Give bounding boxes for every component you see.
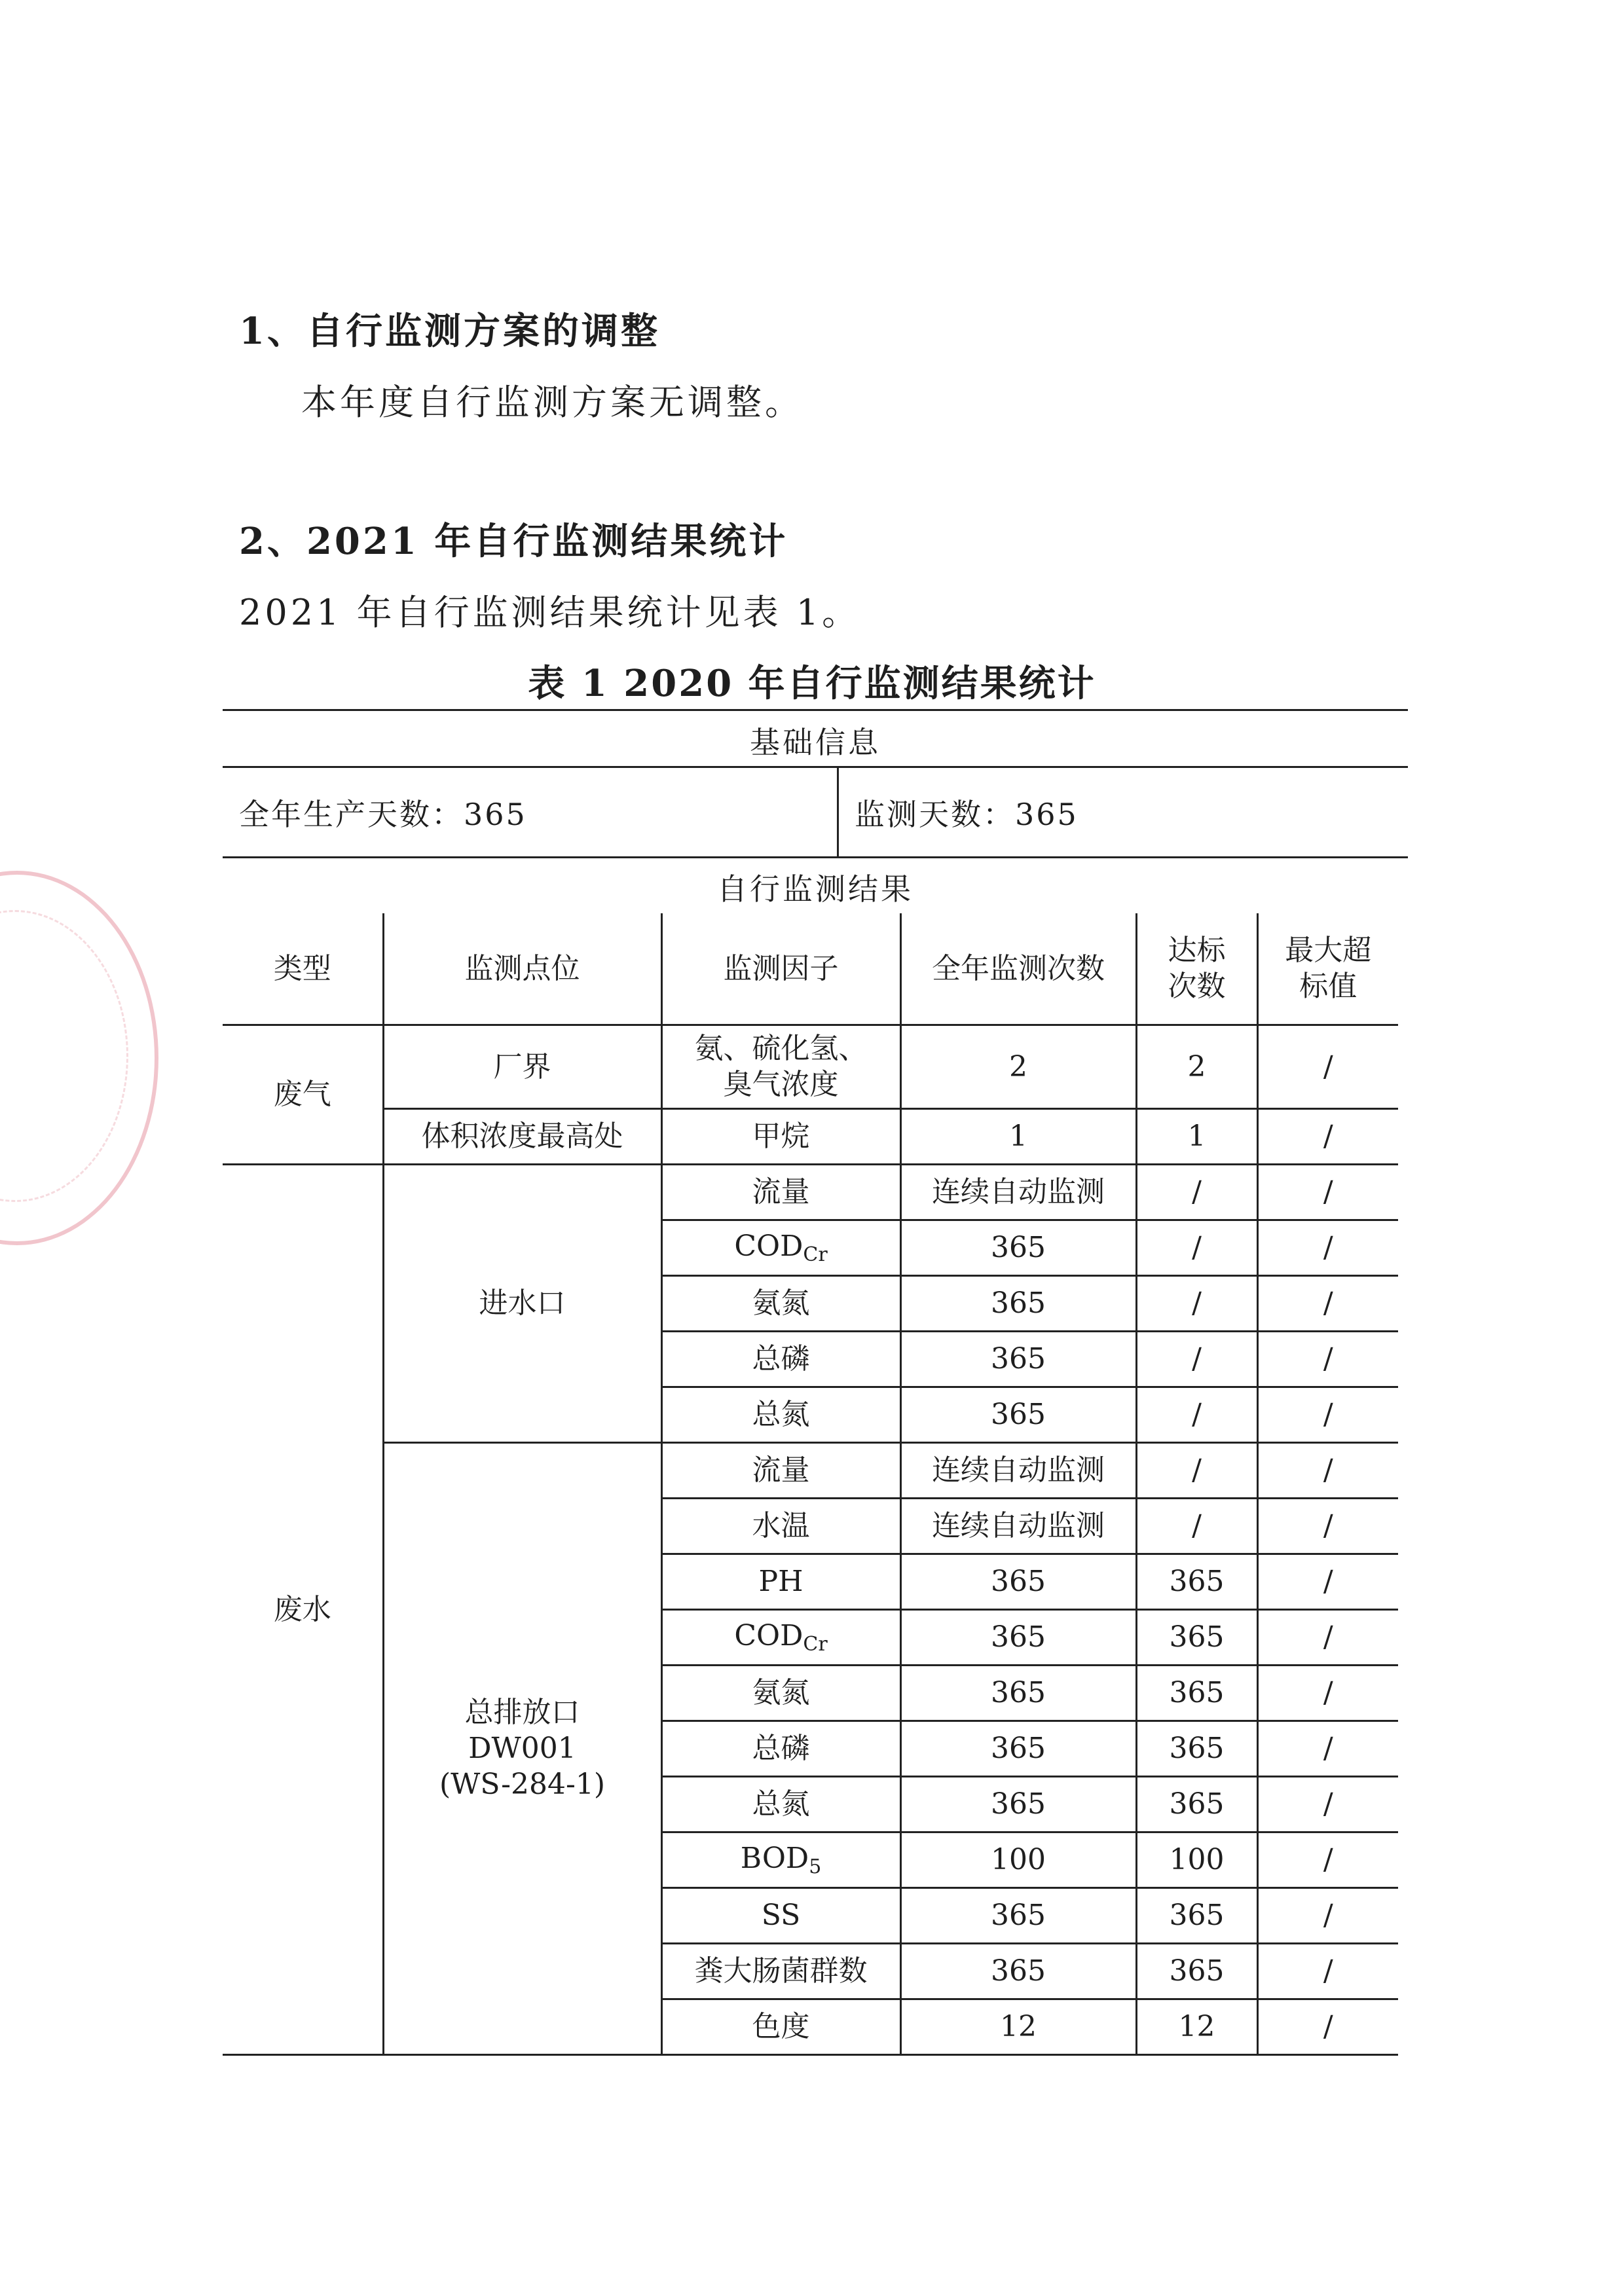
max-cell: / (1257, 1887, 1398, 1943)
factor-cell (661, 1609, 900, 1665)
max-cell: / (1257, 1776, 1398, 1832)
max-cell: / (1257, 1331, 1398, 1387)
point-highest-concentration: 体积浓度最高处 (383, 1108, 661, 1164)
factor-cell: 水温 (661, 1498, 900, 1554)
table-row (223, 1442, 1398, 1498)
point-inlet: 进水口 (383, 1164, 661, 1442)
basic-info-title: 基础信息 (750, 725, 881, 760)
count-cell: 365 (900, 1776, 1136, 1832)
point-boundary: 厂界 (383, 1025, 661, 1108)
max-cell: / (1257, 1387, 1398, 1442)
header-row (223, 913, 1398, 1025)
info-bottom-rule (223, 856, 1408, 858)
max-cell: / (1257, 1665, 1398, 1721)
count-cell: 12 (900, 1999, 1136, 2054)
factor-cell: 流量 (661, 1164, 900, 1220)
pass-cell: 365 (1136, 1887, 1257, 1943)
pass-cell: 365 (1136, 1776, 1257, 1832)
factor-cell: PH (661, 1554, 900, 1609)
factor-main: COD (734, 1618, 803, 1652)
factor-cell (661, 1220, 900, 1275)
pass-cell: 365 (1136, 1665, 1257, 1721)
outlet-line-2: DW001 (468, 1732, 576, 1765)
count-cell: 365 (900, 1331, 1136, 1387)
count-cell: 365 (900, 1943, 1136, 1999)
pass-cell: / (1136, 1275, 1257, 1331)
outlet-line-1: 总排放口 (464, 1696, 580, 1729)
pass-cell: 1 (1136, 1108, 1257, 1164)
factor-cell: 甲烷 (661, 1108, 900, 1164)
count-cell: 365 (900, 1220, 1136, 1275)
max-cell: / (1257, 1609, 1398, 1665)
max-cell: / (1257, 1275, 1398, 1331)
production-days: 全年生产天数：365 (239, 797, 527, 832)
type-gas: 废气 (223, 1025, 383, 1164)
max-cell: / (1257, 1164, 1398, 1220)
count-cell: 100 (900, 1832, 1136, 1887)
monitoring-days: 监测天数：365 (855, 797, 1079, 832)
header-pass-count: 达标次数 (1136, 913, 1257, 1025)
pass-cell: / (1136, 1498, 1257, 1554)
factor-line-1: 氨、硫化氢、 (694, 1032, 868, 1065)
factor-subscript: 5 (809, 1855, 822, 1878)
outlet-line-3: (WS-284-1) (439, 1768, 606, 1801)
pass-cell: 365 (1136, 1721, 1257, 1776)
factor-cell: 流量 (661, 1442, 900, 1498)
pass-cell: / (1136, 1442, 1257, 1498)
max-cell: / (1257, 1943, 1398, 1999)
count-cell: 连续自动监测 (900, 1498, 1136, 1554)
pass-cell: / (1136, 1331, 1257, 1387)
max-cell: / (1257, 1721, 1398, 1776)
max-cell: / (1257, 1832, 1398, 1887)
factor-cell: 总磷 (661, 1331, 900, 1387)
type-water: 废水 (223, 1164, 383, 2054)
table-caption: 表 1 2020 年自行监测结果统计 (528, 662, 1096, 705)
factor-main: COD (734, 1229, 803, 1263)
table-row (223, 1108, 1398, 1164)
info-divider (837, 766, 839, 858)
count-cell: 365 (900, 1721, 1136, 1776)
count-cell: 365 (900, 1275, 1136, 1331)
pass-cell: / (1136, 1164, 1257, 1220)
max-cell: / (1257, 1554, 1398, 1609)
max-cell: / (1257, 1025, 1398, 1108)
header-type: 类型 (223, 913, 383, 1025)
pass-cell: / (1136, 1220, 1257, 1275)
count-cell: 365 (900, 1665, 1136, 1721)
factor-cell: 总磷 (661, 1721, 900, 1776)
results-title: 自行监测结果 (717, 871, 913, 907)
max-cell: / (1257, 1220, 1398, 1275)
table-row (223, 1164, 1398, 1220)
header-annual-count: 全年监测次数 (900, 913, 1136, 1025)
factor-cell: SS (661, 1887, 900, 1943)
pass-cell: / (1136, 1387, 1257, 1442)
section-2-body: 2021 年自行监测结果统计见表 1。 (239, 592, 861, 633)
section-2-heading: 2、2021 年自行监测结果统计 (239, 520, 788, 563)
section-1-body: 本年度自行监测方案无调整。 (301, 382, 803, 423)
results-table (223, 913, 1398, 2056)
count-cell: 1 (900, 1108, 1136, 1164)
max-cell: / (1257, 1108, 1398, 1164)
max-cell: / (1257, 1999, 1398, 2054)
factor-cell: 氨氮 (661, 1275, 900, 1331)
header-point: 监测点位 (383, 913, 661, 1025)
pass-cell: 365 (1136, 1554, 1257, 1609)
factor-main: BOD (740, 1841, 809, 1875)
table-row (223, 1025, 1398, 1108)
factor-cell (661, 1832, 900, 1887)
point-outlet (383, 1442, 661, 2054)
factor-subscript: Cr (803, 1243, 828, 1266)
factor-cell (661, 1025, 900, 1108)
count-cell: 365 (900, 1609, 1136, 1665)
factor-line-2: 臭气浓度 (723, 1068, 839, 1101)
pass-cell: 12 (1136, 1999, 1257, 2054)
header-factor: 监测因子 (661, 913, 900, 1025)
factor-cell: 氨氮 (661, 1665, 900, 1721)
table-top-rule (223, 709, 1408, 711)
factor-cell: 总氮 (661, 1387, 900, 1442)
factor-cell: 粪大肠菌群数 (661, 1943, 900, 1999)
max-cell: / (1257, 1498, 1398, 1554)
factor-cell: 色度 (661, 1999, 900, 2054)
pass-cell: 100 (1136, 1832, 1257, 1887)
basic-info-rule (223, 766, 1408, 768)
factor-subscript: Cr (803, 1632, 828, 1656)
max-cell: / (1257, 1442, 1398, 1498)
pass-cell: 365 (1136, 1943, 1257, 1999)
count-cell: 2 (900, 1025, 1136, 1108)
count-cell: 365 (900, 1387, 1136, 1442)
header-max-exceed: 最大超标值 (1257, 913, 1398, 1025)
section-1-heading: 1、自行监测方案的调整 (239, 310, 660, 353)
factor-cell: 总氮 (661, 1776, 900, 1832)
count-cell: 365 (900, 1887, 1136, 1943)
count-cell: 连续自动监测 (900, 1164, 1136, 1220)
pass-cell: 365 (1136, 1609, 1257, 1665)
pass-cell: 2 (1136, 1025, 1257, 1108)
count-cell: 连续自动监测 (900, 1442, 1136, 1498)
count-cell: 365 (900, 1554, 1136, 1609)
